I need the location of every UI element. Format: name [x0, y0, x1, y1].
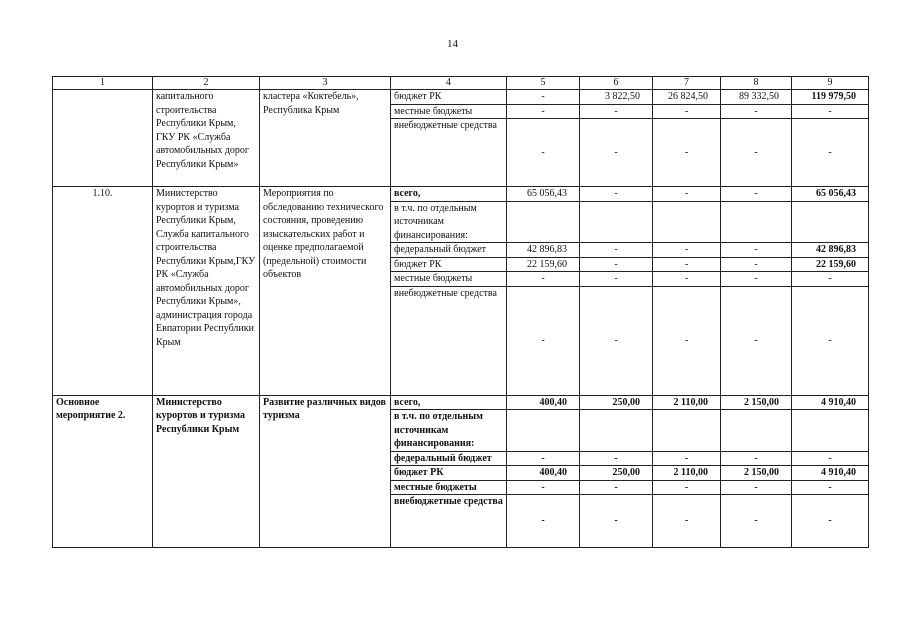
value-cell: 26 824,50 — [653, 90, 721, 105]
page-number: 14 — [447, 38, 458, 50]
block-a-col1 — [53, 90, 153, 187]
source-label: бюджет РК — [391, 257, 507, 272]
block-c-executor: Министерство курортов и туризма Республики Крым — [153, 395, 260, 548]
total-cell: - — [792, 480, 869, 495]
source-label: внебюджетные средства — [391, 119, 507, 187]
value-cell: 22 159,60 — [507, 257, 580, 272]
value-cell: - — [721, 495, 792, 548]
header-cell: 8 — [721, 77, 792, 90]
value-cell: - — [721, 257, 792, 272]
value-cell: - — [653, 119, 721, 187]
value-cell: - — [507, 119, 580, 187]
header-cell: 2 — [153, 77, 260, 90]
source-label: бюджет РК — [391, 466, 507, 481]
header-cell: 1 — [53, 77, 153, 90]
total-cell: - — [792, 451, 869, 466]
header-cell: 5 — [507, 77, 580, 90]
value-cell: - — [721, 187, 792, 202]
value-cell: - — [580, 104, 653, 119]
value-cell: - — [580, 257, 653, 272]
value-cell: - — [653, 480, 721, 495]
value-cell: - — [721, 480, 792, 495]
block-b-number: 1.10. — [53, 187, 153, 396]
value-cell: - — [580, 495, 653, 548]
value-cell: - — [653, 495, 721, 548]
header-cell: 4 — [391, 77, 507, 90]
value-cell: - — [653, 451, 721, 466]
table-row — [53, 395, 869, 410]
value-cell: - — [580, 286, 653, 395]
value-cell: - — [507, 272, 580, 287]
total-cell: - — [792, 286, 869, 395]
value-cell: - — [653, 187, 721, 202]
value-cell: - — [507, 451, 580, 466]
total-cell: 42 896,83 — [792, 243, 869, 258]
value-cell — [653, 410, 721, 452]
source-label: внебюджетные средства — [391, 286, 507, 395]
total-cell: - — [792, 104, 869, 119]
value-cell — [721, 410, 792, 452]
value-cell: 42 896,83 — [507, 243, 580, 258]
value-cell — [580, 201, 653, 243]
block-a-executor: капитального строительства Республики Крым, ГКУ РК «Служба автомобильных дорог Республики Крым» — [153, 90, 260, 187]
block-a-measure: кластера «Коктебель», Республика Крым — [260, 90, 391, 187]
value-cell: - — [653, 257, 721, 272]
value-cell — [507, 201, 580, 243]
source-label: всего, — [391, 395, 507, 410]
total-cell — [792, 410, 869, 452]
block-c-measure: Развитие различных видов туризма — [260, 395, 391, 548]
value-cell: - — [580, 119, 653, 187]
value-cell: - — [721, 119, 792, 187]
table-row — [53, 90, 869, 105]
value-cell: 89 332,50 — [721, 90, 792, 105]
value-cell: 250,00 — [580, 466, 653, 481]
value-cell: 2 150,00 — [721, 395, 792, 410]
source-label: местные бюджеты — [391, 480, 507, 495]
source-label: в т.ч. по отдельным источникам финансирования: — [391, 410, 507, 452]
total-cell: - — [792, 272, 869, 287]
value-cell: - — [507, 495, 580, 548]
block-b-measure: Мероприятия по обследованию технического состояния, проведению изыскательских работ и оценке предполагаемой (предельной) стоимости объектов — [260, 187, 391, 396]
value-cell: - — [580, 480, 653, 495]
header-cell: 9 — [792, 77, 869, 90]
value-cell: - — [653, 243, 721, 258]
value-cell: 400,40 — [507, 395, 580, 410]
value-cell: - — [721, 451, 792, 466]
value-cell: 2 110,00 — [653, 395, 721, 410]
value-cell: - — [507, 286, 580, 395]
value-cell: 3 822,50 — [580, 90, 653, 105]
value-cell: - — [721, 272, 792, 287]
total-cell: 4 910,40 — [792, 395, 869, 410]
source-label: в т.ч. по отдельным источникам финансирования: — [391, 201, 507, 243]
value-cell: - — [580, 451, 653, 466]
source-label: бюджет РК — [391, 90, 507, 105]
total-cell: 22 159,60 — [792, 257, 869, 272]
source-label: всего, — [391, 187, 507, 202]
header-cell: 3 — [260, 77, 391, 90]
header-cell: 6 — [580, 77, 653, 90]
value-cell — [653, 201, 721, 243]
value-cell: 65 056,43 — [507, 187, 580, 202]
value-cell — [507, 410, 580, 452]
value-cell — [580, 410, 653, 452]
total-cell: 4 910,40 — [792, 466, 869, 481]
total-cell: - — [792, 495, 869, 548]
value-cell: 2 110,00 — [653, 466, 721, 481]
total-cell: 119 979,50 — [792, 90, 869, 105]
block-c-title: Основное мероприятие 2. — [53, 395, 153, 548]
value-cell: - — [507, 480, 580, 495]
financing-table — [52, 76, 869, 548]
source-label: местные бюджеты — [391, 104, 507, 119]
value-cell: - — [580, 272, 653, 287]
total-cell: - — [792, 119, 869, 187]
value-cell: 400,40 — [507, 466, 580, 481]
value-cell: - — [580, 243, 653, 258]
source-label: внебюджетные средства — [391, 495, 507, 548]
block-b-executor: Министерство курортов и туризма Республики Крым, Служба капитального строительства Республики Крым,ГКУ РК «Служба автомобильных дорог Республики Крым», администрация города Евпатории Республики Крым — [153, 187, 260, 396]
value-cell: - — [721, 286, 792, 395]
value-cell: - — [721, 104, 792, 119]
source-label: местные бюджеты — [391, 272, 507, 287]
value-cell: - — [507, 104, 580, 119]
value-cell: 2 150,00 — [721, 466, 792, 481]
value-cell: - — [580, 187, 653, 202]
value-cell: - — [721, 243, 792, 258]
value-cell — [721, 201, 792, 243]
total-cell: 65 056,43 — [792, 187, 869, 202]
value-cell: 250,00 — [580, 395, 653, 410]
value-cell: - — [653, 286, 721, 395]
total-cell — [792, 201, 869, 243]
source-label: федеральный бюджет — [391, 451, 507, 466]
table-header-row — [53, 77, 869, 90]
table-row — [53, 187, 869, 202]
value-cell: - — [653, 104, 721, 119]
value-cell: - — [507, 90, 580, 105]
header-cell: 7 — [653, 77, 721, 90]
source-label: федеральный бюджет — [391, 243, 507, 258]
value-cell: - — [653, 272, 721, 287]
